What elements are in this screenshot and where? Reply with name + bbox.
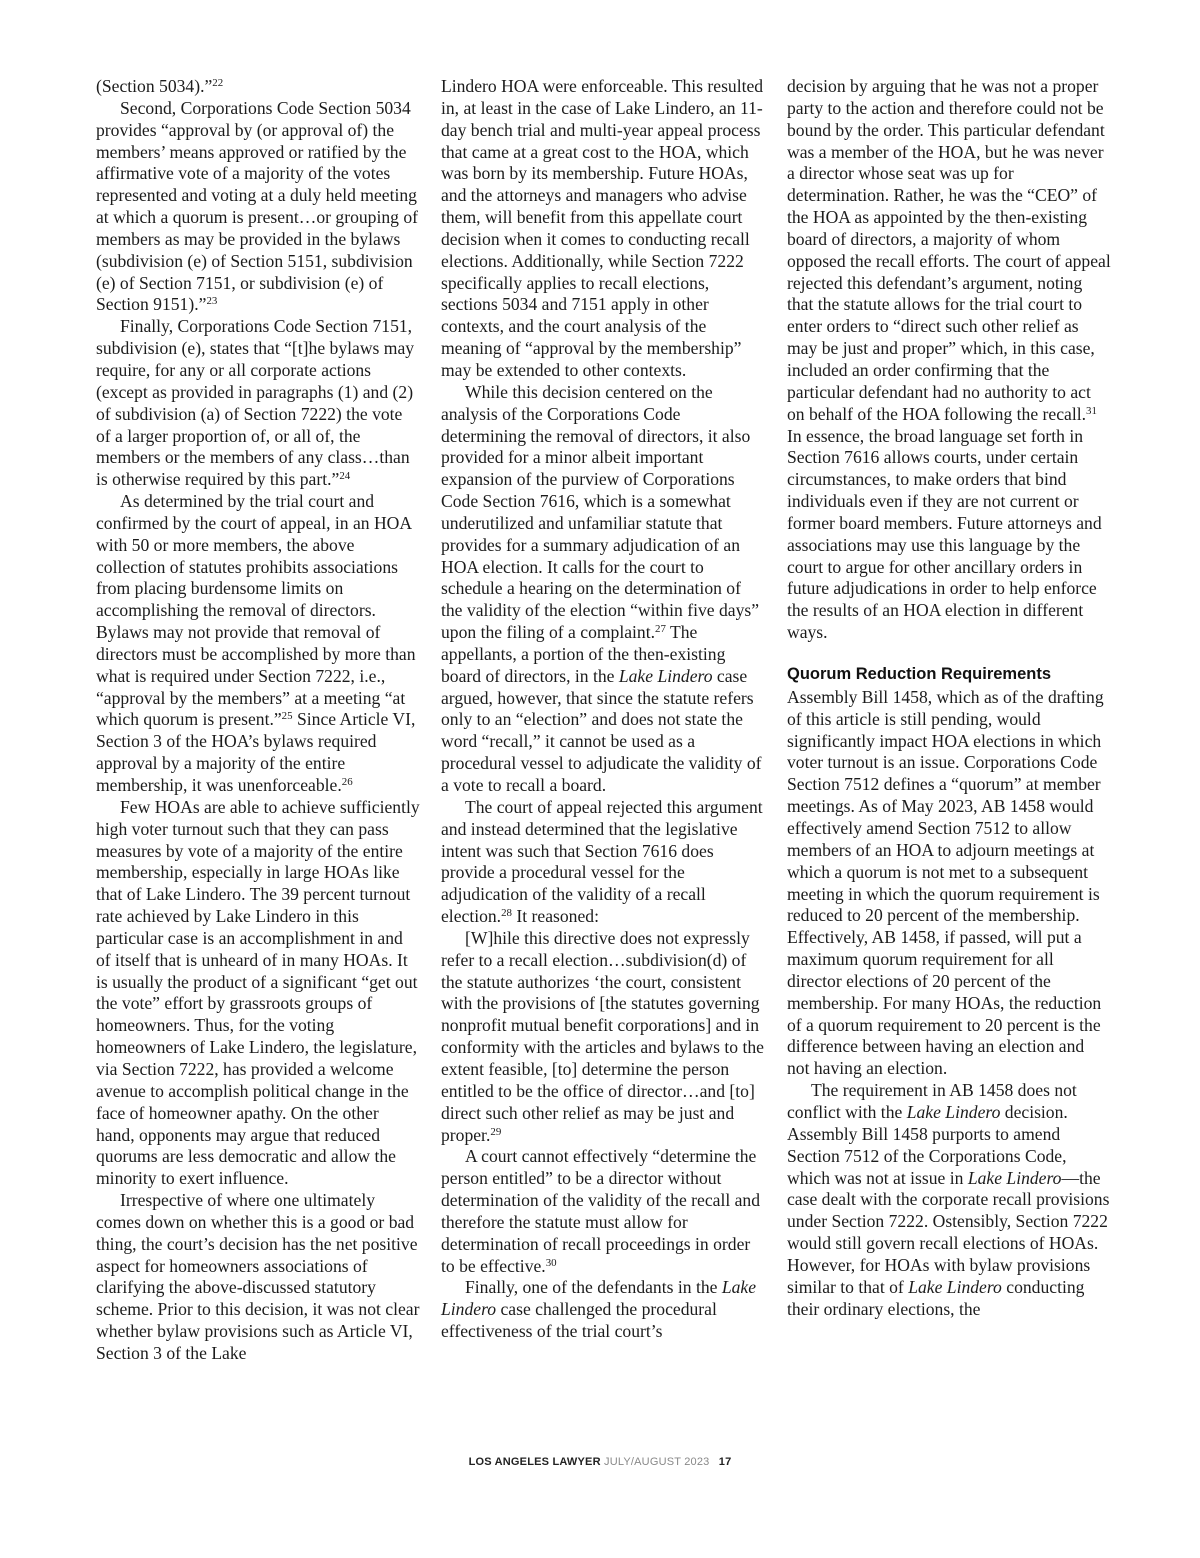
section-heading: Quorum Reduction Requirements bbox=[787, 664, 1052, 683]
paragraph: As determined by the trial court and confirmed by the court of appeal, in an HOA with 50 or more members, the above collection of statutes prohibits associations from placing burdensome limits on accomplishing the removal of directors. Bylaws may not provide that removal of directors must be accomplished by more than what is required under Section 7222, i.e., “approval by the members” at a meeting “at which quorum is present.”$^{25}$ Since Article VI, Section 3 of the HOA’s bylaws required approval by a majority of the entire membership, it was unenforceable.$^{26}$ bbox=[96, 491, 416, 795]
paragraph: decision by arguing that he was not a proper party to the action and therefore could not be bound by the order. This particular defendant was a member of the HOA, but he was never a director whose seat was up for determination. Rather, he was the “CEO” of the HOA as appointed by the then-existing board of directors, a majority of whom opposed the recall efforts. The court of appeal rejected this defendant’s argument, noting that the statute allows for the trial court to enter orders to “direct such other relief as may be just and proper” which, in this case, included an order confirming that the particular defendant had no authority to act on behalf of the HOA following the recall.$^{31}$ In essence, the broad language set forth in Section 7616 allows courts, under certain circumstances, to make orders that bind individuals even if they are not current or former board members. Future attorneys and associations may use this language by the court to argue for other ancillary orders in future adjudications in order to help enforce the results of an HOA election in different ways. bbox=[787, 76, 1111, 643]
paragraph: Finally, Corporations Code Section 7151, subdivision (e), states that “[t]he bylaws may require, for any or all corporate actions (except as provided in paragraphs (1) and (2) of subdivision (a) of Section 7222) the vote of a larger proportion of, or all of, the members or the members of any class…than is otherwise required by this part.”$^{24}$ bbox=[96, 316, 415, 490]
case-name: Lake Lindero bbox=[618, 665, 713, 686]
footnote-ref[interactable]: 23 bbox=[206, 295, 218, 308]
paragraph: Few HOAs are able to achieve sufficiently high voter turnout such that they can pass measures by vote of a majority of the entire membership, especially in large HOAs like that of Lake Lindero. The 39 percent turnout rate achieved by Lake Lindero in this particular case is an accomplishment in and of itself that is unheard of in many HOAs. It is usually the product of a significant “get out the vote” effort by grassroots groups of homeowners. Thus, for the voting homeowners of Lake Lindero, the legislature, via Section 7222, has provided a welcome avenue to accomplish political change in the face of homeowner apathy. On the other hand, opponents may argue that reduced quorums are less democratic and allow the minority to exert influence. bbox=[96, 796, 420, 1189]
issue-date: JULY/AUGUST 2023 bbox=[604, 1456, 710, 1468]
paragraph: Assembly Bill 1458, which as of the drafting of this article is still pending, would significantly impact HOA elections in which voter turnout is an issue. Corporations Code Section 7512 defines a “quorum” at member meetings. As of May 2023, AB 1458 would effectively amend Section 7512 to allow members of an HOA to adjourn meetings at which a quorum is not met to a subsequent meeting in which the quorum requirement is reduced to 20 percent of the membership. Effectively, AB 1458, if passed, will put a maximum quorum requirement for all director elections of 20 percent of the membership. For many HOAs, the reduction of a quorum requirement to 20 percent is the difference between having an election and not having an election. bbox=[787, 686, 1104, 1079]
paragraph: Irrespective of where one ultimately comes down on whether this is a good or bad thing, the court’s decision has the net positive aspect for homeowners associations of clarifying the above-discussed statutory scheme. Prior to this decision, it was not clear whether bylaw provisions such as Article VI, Section 3 of the Lake bbox=[96, 1190, 420, 1363]
text-column-3 bbox=[787, 76, 1111, 1320]
footnote-ref[interactable]: 22 bbox=[212, 77, 224, 89]
footnote-ref[interactable]: 25 bbox=[281, 710, 293, 723]
footnote-ref[interactable]: 26 bbox=[341, 776, 353, 788]
paragraph: Second, Corporations Code Section 5034 provides “approval by (or approval of) the members’ means approved or ratified by the affirmative vote of a majority of the votes represented and voting at a duly held meeting at which a quorum is present…or grouping of members as may be provided in the bylaws (subdivision (e) of Section 5151, subdivision (e) of Section 7151, or subdivision (e) of Section 9151).”$^{23}$ bbox=[96, 97, 418, 315]
block-quote: [W]hile this directive does not expressly refer to a recall election…subdivision(d) of the statute authorizes ‘the court, consistent with the provisions of [the statutes governing nonprofit mutual benefit corporations] and in conformity with the articles and bylaws to the extent feasible, [to] determine the person entitled to be the office of director…and [to] direct such other relief as may be just and proper.$^{29}$ bbox=[441, 927, 764, 1145]
page-footer bbox=[0, 1456, 1200, 1468]
footnote-ref[interactable]: 30 bbox=[545, 1256, 557, 1269]
footnote-ref[interactable]: 31 bbox=[1086, 404, 1097, 417]
paragraph: While this decision centered on the analysis of the Corporations Code determining the removal of directors, it also provided for a minor albeit important expansion of the purview of Corporations Code Section 7616, which is a somewhat underutilized and unfamiliar statute that provides for a summary adjudication of an HOA election. It calls for the court to schedule a hearing on the determination of the validity of the election “within five days” upon the filing of a complaint.$^{27}$ The appellants, a portion of the then-existing board of directors, in the Lake Lindero case argued, however, that since the statute refers only to an “election” and does not state the word “recall,” it cannot be used as a procedural vessel to adjudicate the validity of a vote to recall a board. bbox=[441, 381, 762, 795]
text-column-1 bbox=[96, 76, 420, 1365]
footnote-ref[interactable]: 28 bbox=[501, 907, 512, 920]
page-number: 17 bbox=[718, 1456, 732, 1468]
paragraph: (Section 5034).”$^{22}$ bbox=[96, 76, 224, 96]
paragraph: Finally, one of the defendants in the Lake Lindero case challenged the procedural effectiveness of the trial court’s bbox=[441, 1277, 757, 1342]
publication-name: LOS ANGELES LAWYER bbox=[468, 1456, 601, 1468]
case-name: Lake Lindero bbox=[906, 1101, 1001, 1122]
footnote-ref[interactable]: 27 bbox=[655, 623, 666, 636]
case-name: Lake Lindero bbox=[967, 1167, 1062, 1188]
paragraph: The requirement in AB 1458 does not conflict with the Lake Lindero decision. Assembly Bill 1458 purports to amend Section 7512 of the Corporations Code, which was not at issue in Lake Lindero—the case dealt with the corporate recall provisions under Section 7222. Ostensibly, Section 7222 would still govern recall elections of HOAs. However, for HOAs with bylaw provisions similar to that of Lake Lindero conducting their ordinary elections, the bbox=[787, 1080, 1110, 1319]
case-name: Lake Lindero bbox=[908, 1276, 1002, 1297]
paragraph: Lindero HOA were enforceable. This resulted in, at least in the case of Lake Lindero, an 11-day bench trial and multi-year appeal process that came at a great cost to the HOA, which was born by its membership. Future HOAs, and the attorneys and managers who advise them, will benefit from this appellate court decision when it comes to conducting recall elections. Additionally, while Section 7222 specifically applies to recall elections, sections 5034 and 7151 apply in other contexts, and the court analysis of the meaning of “approval by the membership” may be extended to other contexts. bbox=[441, 76, 764, 380]
paragraph: The court of appeal rejected this argument and instead determined that the legislative intent was such that Section 7616 does provide a procedural vessel for the adjudication of the validity of a recall election.$^{28}$ It reasoned: bbox=[441, 796, 763, 927]
paragraph: A court cannot effectively “determine the person entitled” to be a director without determination of the validity of the recall and therefore the statute must allow for determination of recall proceedings in order to be effective.$^{30}$ bbox=[441, 1146, 761, 1276]
footnote-ref[interactable]: 29 bbox=[490, 1125, 502, 1138]
text-column-2 bbox=[441, 76, 765, 1343]
footnote-ref[interactable]: 24 bbox=[339, 470, 351, 483]
case-name: Lake Lindero bbox=[441, 1277, 757, 1320]
